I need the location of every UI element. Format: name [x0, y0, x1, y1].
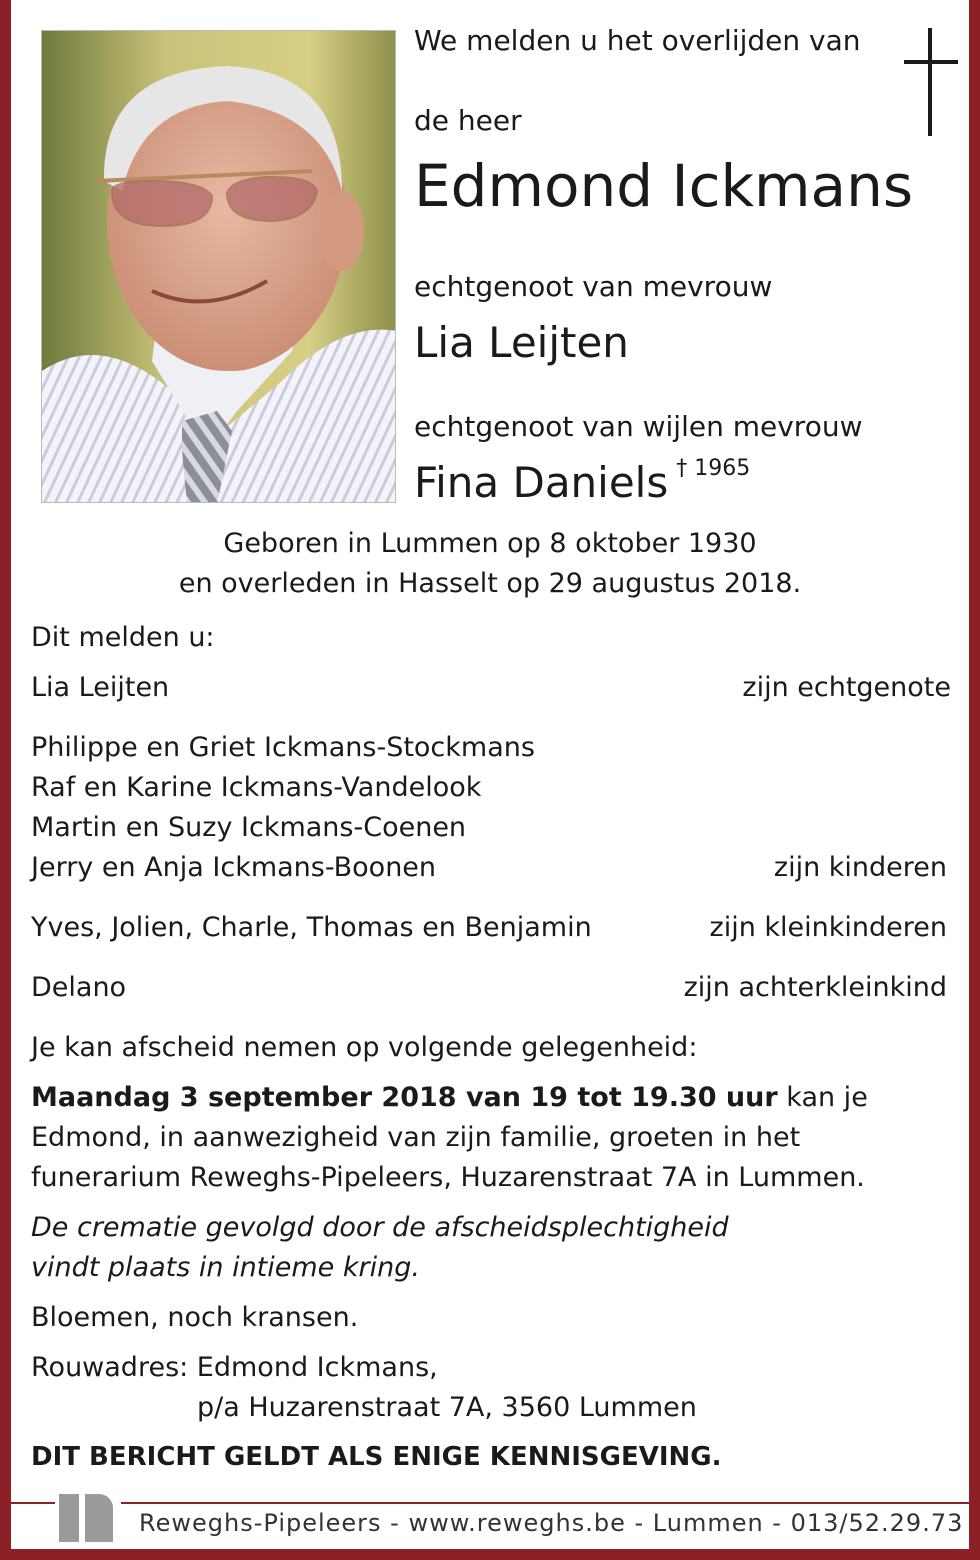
family-name-child: Jerry en Anja Ickmans-Boonen — [31, 852, 437, 883]
funeral-home-logo-bar-right — [85, 1494, 113, 1542]
late-spouse-intro: echtgenoot van wijlen mevrouw — [414, 410, 863, 443]
family-name-spouse: Lia Leijten — [31, 672, 170, 703]
family-name-great-grandchild: Delano — [31, 972, 127, 1003]
birth-line: Geboren in Lummen op 8 oktober 1930 — [223, 528, 757, 559]
farewell-line-1-rest: kan je — [777, 1082, 868, 1113]
funeral-home-logo-bar-left — [59, 1494, 79, 1542]
cremation-line-1: De crematie gevolgd door de afscheidsplechtigheid — [31, 1212, 729, 1243]
cremation-line-2: vindt plaats in intieme kring. — [31, 1252, 420, 1283]
late-spouse-name: Fina Daniels — [414, 458, 669, 507]
title-prefix: de heer — [414, 104, 522, 137]
cross-icon-bar — [904, 60, 958, 64]
farewell-date: Maandag 3 september 2018 van 19 tot 19.30 uur — [31, 1082, 778, 1113]
sole-notice: DIT BERICHT GELDT ALS ENIGE KENNISGEVING. — [31, 1442, 722, 1472]
farewell-heading: Je kan afscheid nemen op volgende gelegenheid: — [31, 1032, 698, 1063]
cross-icon — [928, 28, 932, 136]
mourning-address-line-1: Rouwadres: Edmond Ickmans, — [31, 1352, 438, 1383]
family-name-child: Martin en Suzy Ickmans-Coenen — [31, 812, 467, 843]
late-spouse-line — [414, 458, 750, 507]
relation-children: zijn kinderen — [773, 852, 947, 883]
flowers-note: Bloemen, noch kransen. — [31, 1302, 359, 1333]
footer-contact: Reweghs-Pipeleers - www.reweghs.be - Lummen - 013/52.29.73 — [139, 1509, 964, 1537]
relation-great-grandchild: zijn achterkleinkind — [683, 972, 947, 1003]
family-name-child: Raf en Karine Ickmans-Vandelook — [31, 772, 482, 803]
family-name-grandchildren: Yves, Jolien, Charle, Thomas en Benjamin — [31, 912, 592, 943]
portrait-illustration — [42, 31, 396, 503]
footer-rule-right — [121, 1502, 969, 1504]
intro-text: We melden u het overlijden van — [414, 24, 861, 57]
late-spouse-death-year: † 1965 — [676, 456, 751, 481]
family-name-child: Philippe en Griet Ickmans-Stockmans — [31, 732, 535, 763]
family-heading: Dit melden u: — [31, 622, 215, 653]
mourning-address-line-2: p/a Huzarenstraat 7A, 3560 Lummen — [197, 1392, 697, 1423]
spouse-name: Lia Leijten — [414, 318, 629, 367]
relation-grandchildren: zijn kleinkinderen — [709, 912, 947, 943]
footer-rule-left — [11, 1502, 55, 1504]
spouse-intro: echtgenoot van mevrouw — [414, 270, 773, 303]
death-line: en overleden in Hasselt op 29 augustus 2018. — [178, 568, 802, 599]
relation-spouse: zijn echtgenote — [742, 672, 951, 703]
farewell-line-3: funerarium Reweghs-Pipeleers, Huzarenstraat 7A in Lummen. — [31, 1162, 865, 1193]
farewell-line-2: Edmond, in aanwezigheid van zijn familie, groeten in het — [31, 1122, 801, 1153]
farewell-line-1 — [31, 1082, 868, 1113]
deceased-name: Edmond Ickmans — [414, 152, 914, 220]
portrait-photo — [41, 30, 396, 503]
